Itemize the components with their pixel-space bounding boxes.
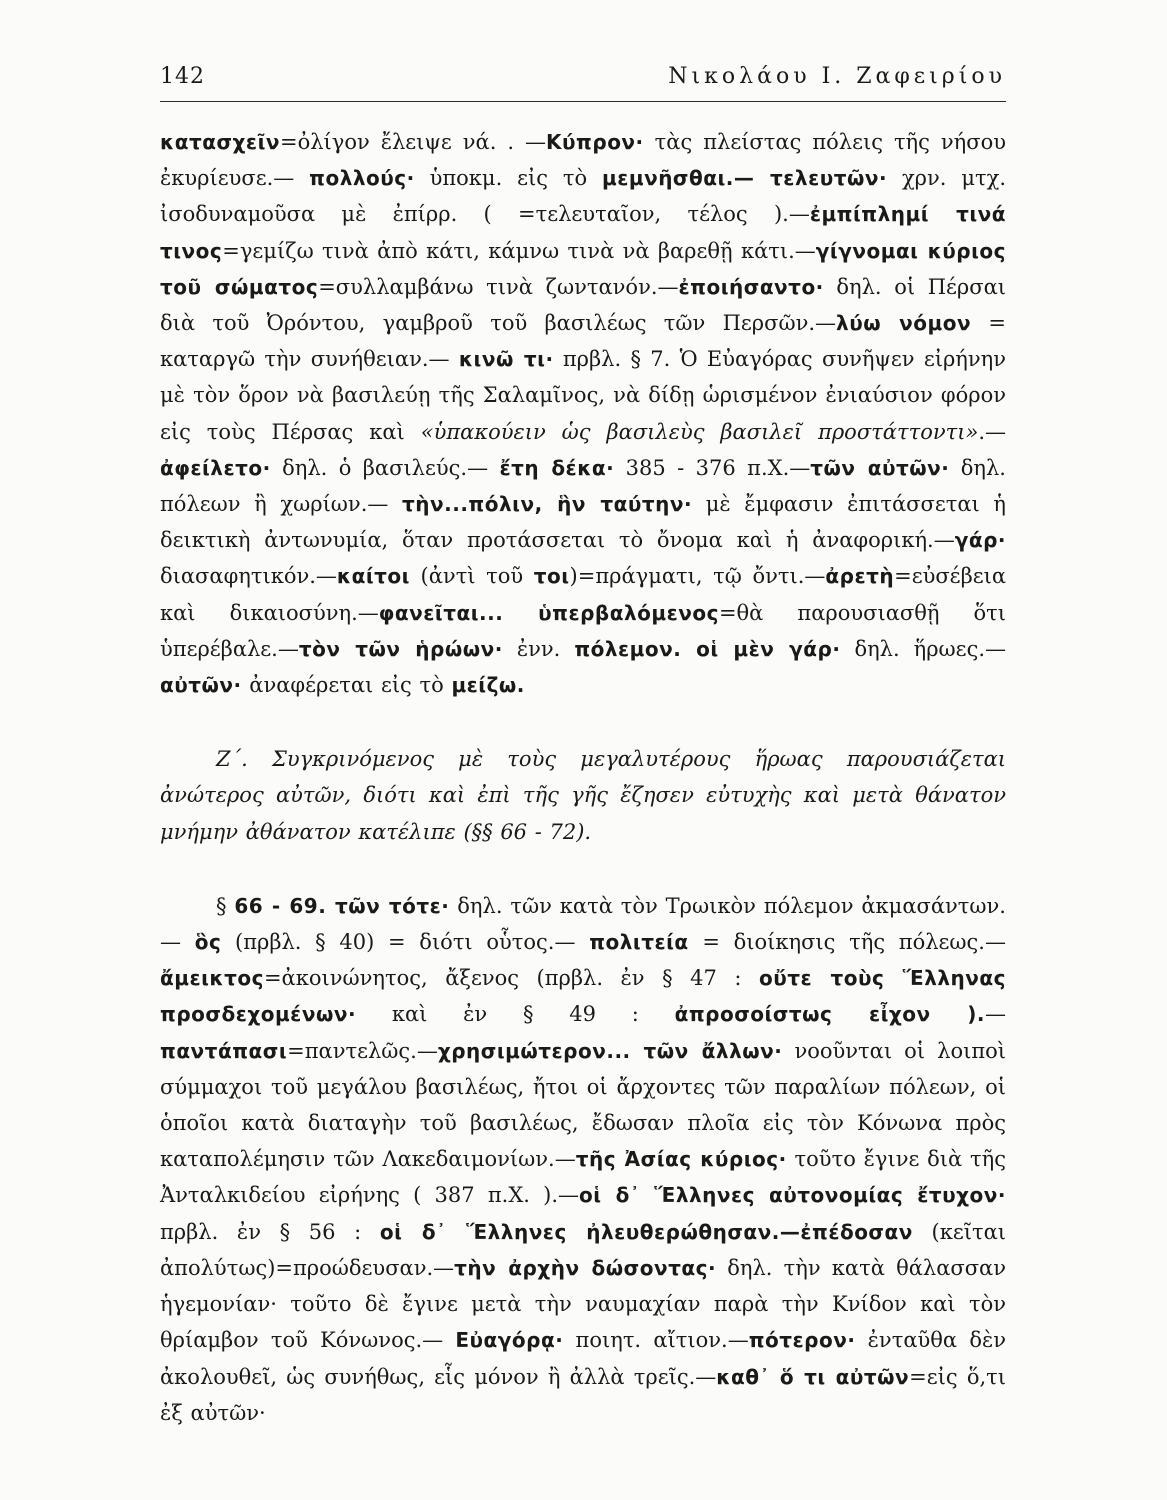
text-run: καὶ ἐν § 49 :: [356, 1002, 675, 1027]
headword: γάρ·: [954, 528, 1006, 553]
text-run: (ἀντὶ τοῦ: [409, 564, 534, 589]
headword: οἱ δ᾽ Ἕλληνες αὐτονομίας ἔτυχον·: [579, 1183, 1006, 1208]
text-run: =θὰ παρουσιασθῇ ὅτι ὑπερέβαλε.—: [160, 600, 1006, 661]
headword: τὸν τῶν ἡρώων·: [298, 636, 503, 661]
text-run: χρν. μτχ. ἰσοδυναμοῦσα μὲ ἐπίρρ. ( =τελευταῖον, τέλος ).—: [160, 166, 1007, 227]
paragraph-notes-65: [160, 124, 1006, 703]
text-run: διασαφητικόν.—: [160, 564, 337, 589]
text-run: =εἰς ὅ,τι ἐξ αὐτῶν·: [160, 1364, 1006, 1425]
headword: πότερον·: [748, 1328, 856, 1353]
text-run: ἐνν.: [502, 636, 575, 661]
text-run: §: [216, 893, 235, 918]
headword: Εὐαγόρᾳ·: [455, 1328, 564, 1353]
headword: ἐμπίπλημί τινά τινος: [160, 202, 1006, 263]
headword: τοι: [533, 564, 570, 589]
headword: μεμνῆσθαι.— τελευτῶν·: [602, 166, 888, 191]
text-run: δηλ. πόλεων ἢ χωρίων.—: [160, 455, 1006, 517]
text-run: =γεμίζω τινὰ ἀπὸ κάτι, κάμνω τινὰ νὰ βαρεθῇ κάτι.—: [222, 238, 816, 263]
headword: τῶν αὐτῶν·: [810, 455, 950, 480]
text-run: πρβλ. § 7. Ὁ Εὐαγόρας συνῆψεν εἰρήνην μὲ τὸν ὅρον νὰ βασιλεύῃ τῆς Σαλαμῖνος, νὰ δίδῃ ὡρισμένον ἐνιαύσιον φόρον εἰς τοὺς Πέρσας καὶ: [160, 347, 1007, 444]
italic-text: «ὑπακούειν ὡς βασιλεὺς βασιλεῖ προστάττοντι»: [420, 419, 979, 444]
text-run: ποιητ. αἴτιον.—: [563, 1328, 749, 1353]
text-run: )=πράγματι, τῷ ὄντι.—: [569, 564, 826, 589]
headword: Κύπρον·: [546, 130, 644, 154]
headword: ἄμεικτος: [160, 966, 264, 991]
headword: κατασχεῖν: [160, 130, 280, 154]
headword: ἀπροσοίστως εἶχον ).: [674, 1002, 985, 1027]
paragraph-section-z: [160, 741, 1006, 850]
paragraph-gap: [160, 850, 1006, 888]
text-run: τοῦτο ἔγινε διὰ τῆς Ἀνταλκιδείου εἰρήνης ( 387 π.Χ. ).—: [160, 1147, 1006, 1208]
text-run: =συλλαμβάνω τινὰ ζωντανόν.—: [318, 274, 679, 299]
headword: 66 - 69. τῶν τότε·: [234, 893, 450, 918]
headword: μείζω.: [451, 673, 525, 698]
text-run: δηλ. τὴν κατὰ θάλασσαν ἡγεμονίαν· τοῦτο δὲ ἔγινε μετὰ τὴν ναυμαχίαν παρὰ τὴν Κνίδον καὶ τὸν θρίαμβον τοῦ Κόνωνος.—: [160, 1255, 1006, 1353]
text-run: =εὐσέβεια καὶ δικαιοσύνη.—: [160, 564, 1006, 625]
text-run: .—: [978, 419, 1006, 444]
paragraph-gap: [160, 703, 1006, 741]
text-run: =ὀλίγον ἔλειψε νά. . —: [279, 130, 547, 154]
text-run: 385 - 376 π.Χ.—: [614, 455, 811, 480]
italic-text: Ζ΄. Συγκρινόμενος μὲ τοὺς μεγαλυτέρους ἥρωας παρουσιάζεται ἀνώτερος αὐτῶν, διότι καὶ ἐπὶ τῆς γῆς ἔζησεν εὐτυχὴς καὶ μετὰ θάνατον μνήμην ἀθάνατον κατέλιπε (§§ 66 - 72).: [160, 747, 1006, 844]
text-run: δηλ. ὁ βασιλεύς.—: [270, 455, 500, 480]
headword: καθ᾽ ὅ τι αὐτῶν: [716, 1364, 910, 1389]
headword: τῆς Ἀσίας κύριος·: [575, 1147, 787, 1172]
text-run: ἀναφέρεται εἰς τὸ: [241, 673, 452, 698]
headword: γίγνομαι κύριος τοῦ σώματος: [160, 238, 1006, 299]
text-run: πρβλ. ἐν § 56 :: [160, 1219, 380, 1244]
headword: καίτοι: [336, 564, 410, 589]
text-run: δηλ. οἱ Πέρσαι διὰ τοῦ Ὀρόντου, γαμβροῦ τοῦ βασιλέως τῶν Περσῶν.—: [160, 274, 1007, 336]
headword: κινῶ τι·: [458, 347, 554, 372]
headword: παντάπασι: [160, 1038, 288, 1063]
headword: πολιτεία: [589, 930, 689, 955]
text-run: ἐνταῦθα δὲν ἀκολουθεῖ, ὡς συνήθως, εἷς μόνον ἢ ἀλλὰ τρεῖς.—: [160, 1328, 1006, 1389]
text-run: (κεῖται ἀπολύτως)=προώδευσαν.—: [160, 1219, 1007, 1280]
headword: ὃς: [194, 930, 222, 955]
text-run: —: [984, 1002, 1006, 1027]
page-header: [160, 60, 1006, 96]
headword: οὔτε τοὺς Ἕλληνας προσδεχομένων·: [160, 966, 1007, 1027]
headword: πόλεμον. οἱ μὲν γάρ·: [574, 636, 841, 661]
headword: τὴν...πόλιν, ἣν ταύτην·: [402, 492, 693, 517]
page-number: 142: [160, 64, 205, 89]
text-run: μὲ ἔμφασιν ἐπιτάσσεται ἡ δεικτικὴ ἀντωνυμία, ὅταν προτάσσεται τὸ ὄνομα καὶ ἡ ἀναφορική.—: [160, 492, 1006, 553]
text-run: δηλ. τῶν κατὰ τὸν Τρωικὸν πόλεμον ἀκμασάντων.—: [160, 893, 1006, 955]
paragraph-notes-66-69: [160, 888, 1006, 1431]
text-run: = διοίκησις τῆς πόλεως.—: [688, 930, 1006, 955]
headword: λύω νόμον: [836, 311, 972, 336]
headword: οἱ δ᾽ Ἕλληνες ἠλευθερώθησαν.—ἐπέδοσαν: [379, 1219, 913, 1244]
running-title: Νικολάου Ι. Ζαφειρίου: [668, 64, 1006, 89]
text-run: = καταργῶ τὴν συνήθειαν.—: [160, 311, 1006, 372]
text-run: τὰς πλείστας πόλεις τῆς νήσου ἐκυρίευσε.—: [160, 130, 1006, 191]
headword: τὴν ἀρχὴν δώσοντας·: [454, 1255, 717, 1280]
text-run: =παντελῶς.—: [287, 1038, 438, 1063]
text-run: ὑποκμ. εἰς τὸ: [414, 166, 602, 191]
headword: ἀρετὴ: [825, 564, 895, 589]
headword: ἔτη δέκα·: [499, 455, 615, 480]
headword: αὐτῶν·: [160, 673, 242, 698]
text-run: =ἀκοινώνητος, ἄξενος (πρβλ. ἐν § 47 :: [263, 966, 760, 991]
text-run: νοοῦνται οἱ λοιποὶ σύμμαχοι τοῦ μεγάλου βασιλέως, ἤτοι οἱ ἄρχοντες τῶν παραλίων πόλεων, οἱ ὁποῖοι κατὰ διαταγὴν τοῦ βασιλέως, ἔδωσαν πλοῖα εἰς τὸν Κόνωνα πρὸς καταπολέμησιν τῶν Λακεδαιμονίων.—: [160, 1038, 1006, 1172]
headword: πολλούς·: [309, 166, 415, 191]
header-rule: [160, 101, 1006, 102]
headword: ἀφείλετο·: [160, 455, 271, 480]
headword: ἐποιήσαντο·: [678, 274, 824, 299]
text-run: (πρβλ. § 40) = διότι οὗτος.—: [221, 930, 590, 955]
headword: φανεῖται... ὑπερβαλόμενος: [378, 600, 719, 625]
text-run: δηλ. ἥρωες.—: [840, 636, 1007, 661]
headword: χρησιμώτερον... τῶν ἄλλων·: [437, 1038, 783, 1063]
body-text: [160, 124, 1006, 1431]
